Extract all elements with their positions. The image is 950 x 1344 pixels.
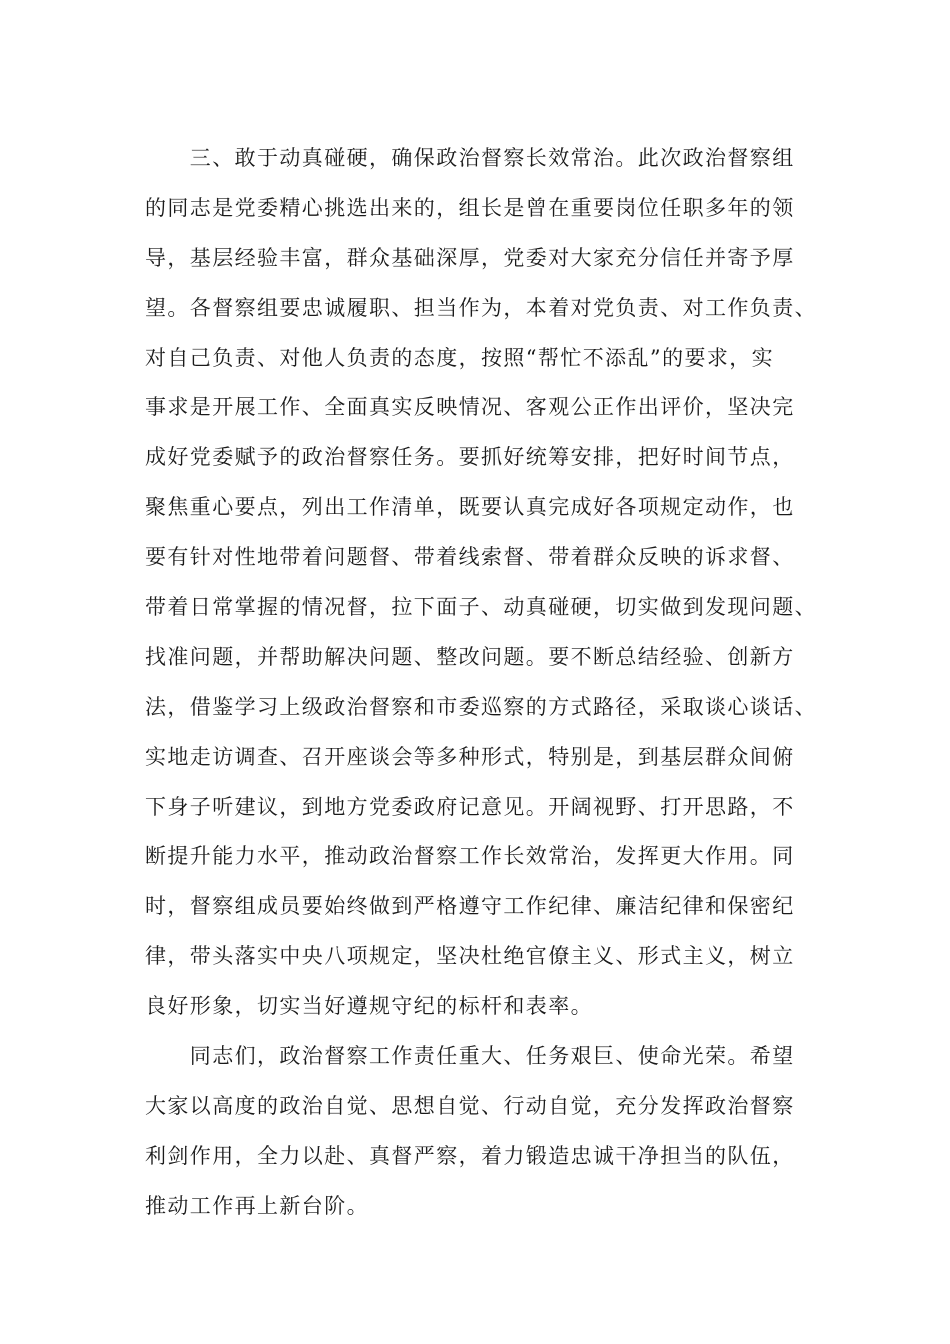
paragraph-line: 望。各督察组要忠诚履职、担当作为，本着对党负责、对工作负责、 [145,295,817,320]
paragraph-line: 断提升能力水平，推动政治督察工作长效常治，发挥更大作用。同 [145,844,795,869]
paragraph-line: 利剑作用，全力以赴、真督严察，着力锻造忠诚干净担当的队伍， [145,1143,795,1168]
paragraph-line: 良好形象，切实当好遵规守纪的标杆和表率。 [145,994,593,1019]
paragraph-line: 要有针对性地带着问题督、带着线索督、带着群众反映的诉求督、 [145,545,795,570]
paragraph-line: 的同志是党委精心挑选出来的，组长是曾在重要岗位任职多年的领 [145,195,795,220]
paragraph-line: 下身子听建议，到地方党委政府记意见。开阔视野、打开思路，不 [145,794,795,819]
paragraph-line: 三、敢于动真碰硬，确保政治督察长效常治。此次政治督察组 [145,146,795,170]
paragraph-line: 推动工作再上新台阶。 [145,1193,369,1218]
paragraph-line: 实地走访调查、召开座谈会等多种形式，特别是，到基层群众间俯 [145,744,795,769]
paragraph-line: 同志们，政治督察工作责任重大、任务艰巨、使命光荣。希望 [145,1044,795,1068]
paragraph-line: 律，带头落实中央八项规定，坚决杜绝官僚主义、形式主义，树立 [145,944,795,969]
paragraph-line: 导，基层经验丰富，群众基础深厚，党委对大家充分信任并寄予厚 [145,245,795,270]
paragraph-line: 找准问题，并帮助解决问题、整改问题。要不断总结经验、创新方 [145,644,795,669]
paragraph-section-three [145,134,835,1032]
paragraph-line: 对自己负责、对他人负责的态度，按照“帮忙不添乱”的要求，实 [145,345,775,370]
paragraph-closing [145,1032,835,1232]
paragraph-line: 时，督察组成员要始终做到严格遵守工作纪律、廉洁纪律和保密纪 [145,894,795,919]
paragraph-line: 大家以高度的政治自觉、思想自觉、行动自觉，充分发挥政治督察 [145,1093,795,1118]
paragraph-line: 带着日常掌握的情况督，拉下面子、动真碰硬，切实做到发现问题、 [145,595,817,620]
paragraph-line: 法，借鉴学习上级政治督察和市委巡察的方式路径，采取谈心谈话、 [145,694,817,719]
paragraph-line: 聚焦重心要点，列出工作清单，既要认真完成好各项规定动作，也 [145,495,795,520]
paragraph-line: 事求是开展工作、全面真实反映情况、客观公正作出评价，坚决完 [145,395,795,420]
paragraph-line: 成好党委赋予的政治督察任务。要抓好统筹安排，把好时间节点， [145,445,795,470]
